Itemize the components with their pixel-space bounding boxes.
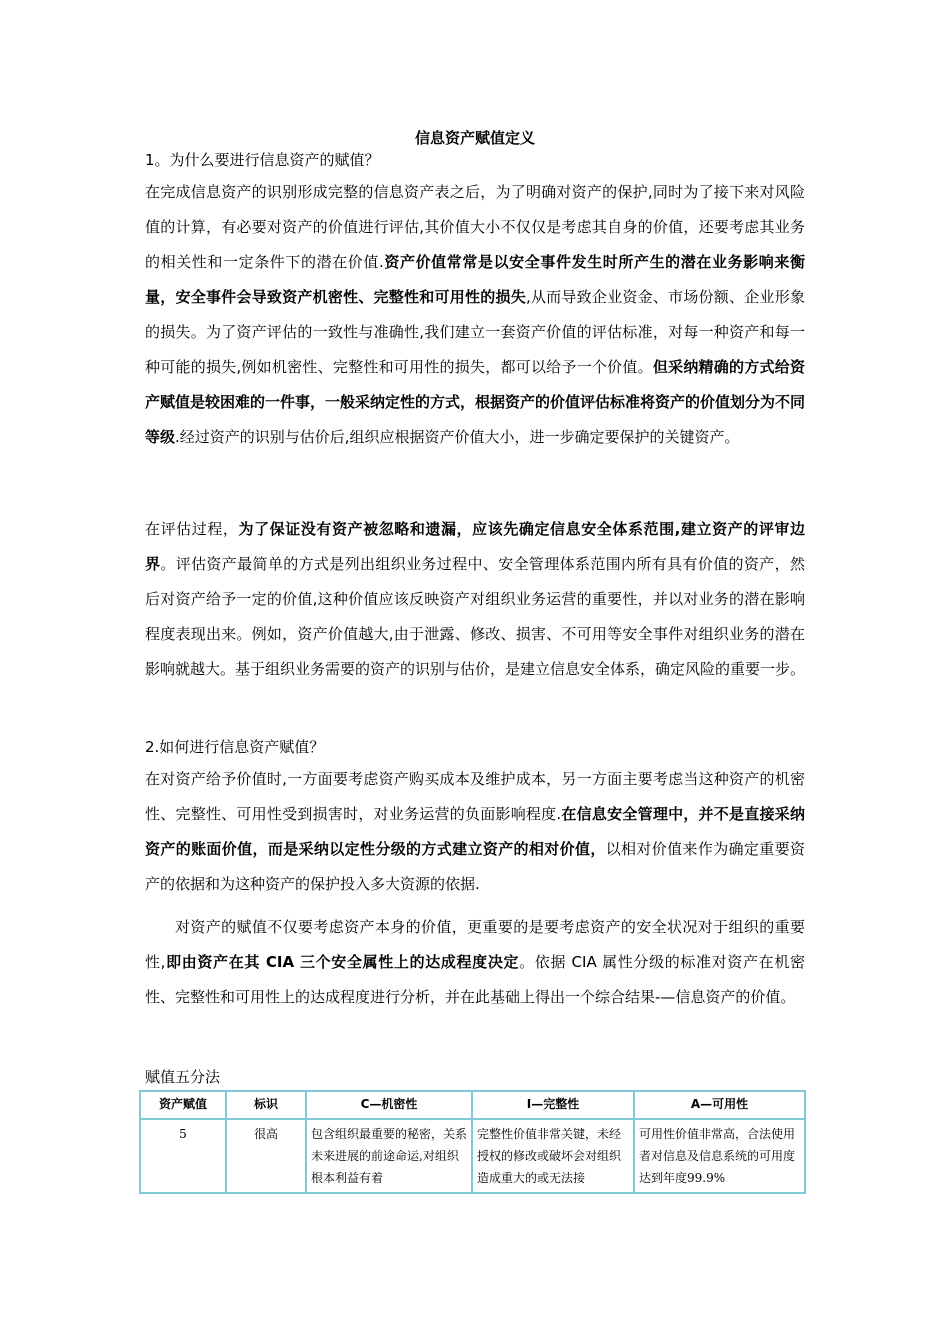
text-run: 在评估过程， [145,520,239,538]
text-run: 在对资产给予价值时,一方面要考虑资产购买成本及维护成本，另一方面主要考虑当这种资产的机密性、完整性、可用性受到损害时，对业务运营的负面影响程度. [145,770,805,823]
cell-integrity [472,1119,634,1193]
cell-confidentiality [306,1119,472,1193]
section-1-heading: 1。为什么要进行信息资产的赋值？ [145,151,380,169]
cell-value: 5 [140,1119,226,1193]
table-caption: 赋值五分法 [145,1068,221,1086]
section-2-paragraph-1 [145,762,805,902]
bold-run: 在信息安全管理中，并不是直接采纳资产的账面价值，而是采纳以定性分级的方式建立资产的相对价值， [145,805,805,858]
cell-text: 可用性价值非常高，合法使用者对信息及信息系统的可用度达到年度99.9% [639,1127,796,1185]
table-row [140,1119,805,1193]
cell-text: 包含组织最重要的秘密，关系未来进展的前途命运,对组织根本利益有着 [311,1127,467,1185]
section-1-paragraph-2 [145,512,805,687]
cell-text: 完整性价值非常关键，未经授权的修改或破坏会对组织造成重大的或无法接 [477,1127,622,1185]
text-run: 对资产的赋值不仅要考虑资产本身的价值，更重要的是要考虑资产的安全状况对于组织的重要性, [145,918,805,971]
bold-run: 但采纳精确的方式给资产赋值是较困难的一件事，一般采纳定性的方式，根据资产的价值评估标准将资产的价值划分为不同等级 [145,358,806,446]
header-confidentiality: C—机密性 [306,1091,472,1119]
bold-run: 即由资产在其 CIA 三个安全属性上的达成程度决定 [165,953,520,971]
header-availability: A—可用性 [634,1091,805,1119]
bold-run: 为了保证没有资产被忽略和遗漏，应该先确定信息安全体系范围,建立资产的评审边界 [145,520,805,573]
text-run: 。评估资产最简单的方式是列出组织业务过程中、安全管理体系范围内所有具有价值的资产，然后对资产给予一定的价值,这种价值应该反映资产对组织业务运营的重要性，并以对业务的潜在影响程度表现出来。例如，资产价值越大,由于泄露、修改、损害、不可用等安全事件对组织业务的潜在影响就越大。基于组织业务需要的资产的识别与估价，是建立信息安全体系，确定风险的重要一步。 [145,555,806,678]
text-run: .经过资产的识别与估价后,组织应根据资产价值大小，进一步确定要保护的关键资产。 [175,428,740,446]
document-title: 信息资产赋值定义 [414,129,535,147]
text-run: 在完成信息资产的识别形成完整的信息资产表之后，为了明确对资产的保护,同时为了接下来对风险值的计算，有必要对资产的价值进行评估,其价值大小不仅仅是考虑其自身的价值，还要考虑其业务的相关性和一定条件下的潜在价值. [145,183,805,271]
header-label: 标识 [226,1091,306,1119]
text-run: ,从而导致企业资金、市场份额、企业形象的损失。为了资产评估的一致性与准确性,我们建立一套资产价值的评估标准，对每一种资产和每一种可能的损失,例如机密性、完整性和可用性的损失，都可以给予一个价值。 [145,288,805,376]
header-integrity: I—完整性 [472,1091,634,1119]
header-asset-value: 资产赋值 [140,1091,226,1119]
cell-availability [634,1119,805,1193]
bold-run: 资产价值常常是以安全事件发生时所产生的潜在业务影响来衡量，安全事件会导致资产机密性、完整性和可用性的损失 [145,253,805,306]
text-run: 。依据 CIA 属性分级的标准对资产在机密性、完整性和可用性上的达成程度进行分析，并在此基础上得出一个综合结果-—信息资产的价值。 [145,953,805,1006]
value-table [139,1090,806,1194]
table-header-row [140,1091,805,1119]
section-2-paragraph-2 [145,910,805,1015]
cell-label: 很高 [226,1119,306,1193]
section-1-paragraph-1 [145,175,805,455]
section-2-heading: 2.如何进行信息资产赋值？ [145,738,325,756]
text-run: 以相对价值来作为确定重要资产的依据和为这种资产的保护投入多大资源的依据. [145,840,805,893]
